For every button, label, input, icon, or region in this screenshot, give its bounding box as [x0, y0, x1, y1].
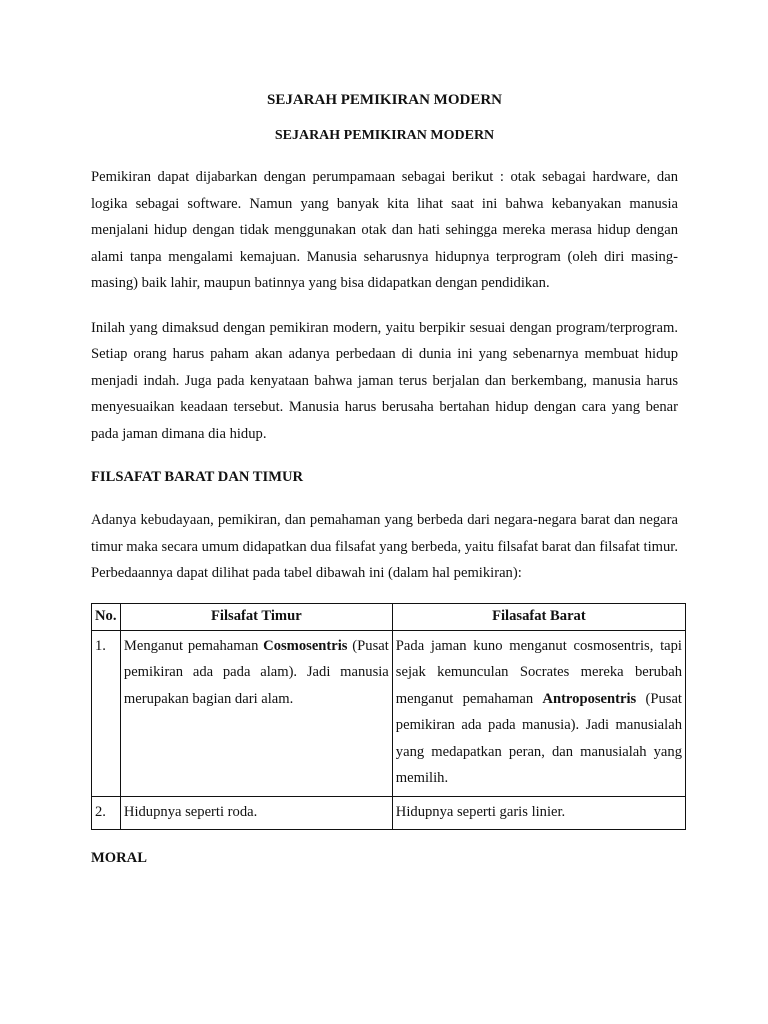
- cell-text-part: Menganut pemahaman: [123, 637, 264, 654]
- comparison-table: [91, 603, 686, 831]
- header-filsafat-barat: Filasafat Barat: [392, 603, 685, 630]
- cell-bold-term: Antroposentris: [542, 690, 637, 707]
- paragraph-intro: Pemikiran dapat dijabarkan dengan perumpamaan sebagai berikut : otak sebagai hardware, dan logika sebagai software. Namun yang banyak kita lihat saat ini bahwa kebanyakan manusia menjalani hidup dengan tidak menggunakan otak dan hati sehingga mereka merasa hidup dengan alami tanpa mengalami kemajuan. Manusia seharusnya hidupnya terprogram (oleh diri masing-masing) baik lahir, maupun batinnya yang bisa didapatkan dengan pendidikan.: [91, 169, 678, 291]
- paragraph-modern-thinking: Inilah yang dimaksud dengan pemikiran modern, yaitu berpikir sesuai dengan program/terprogram. Setiap orang harus paham akan adanya perbedaan di dunia ini yang sebenarnya membuat hidup menjadi indah. Juga pada kenyataan bahwa jaman terus berjalan dan berkembang, manusia harus menyesuaikan keadaan tersebut. Manusia harus berusaha bertahan hidup dengan cara yang benar pada jaman dimana dia hidup.: [91, 319, 678, 442]
- table-header-row: [92, 603, 686, 630]
- paragraph-filsafat: Adanya kebudayaan, pemikiran, dan pemahaman yang berbeda dari negara-negara barat dan negara timur maka secara umum didapatkan dua filsafat yang berbeda, yaitu filsafat barat dan filsafat timur. Perbedaannya dapat dilihat pada tabel dibawah ini (dalam hal pemikiran):: [91, 512, 678, 581]
- cell-barat: Hidupnya seperti garis linier.: [392, 796, 685, 830]
- cell-timur: Hidupnya seperti roda.: [120, 796, 392, 830]
- document-title: SEJARAH PEMIKIRAN MODERN: [266, 92, 502, 108]
- cell-no: 1.: [92, 630, 121, 796]
- cell-timur: [120, 630, 392, 796]
- cell-no: 2.: [92, 796, 121, 830]
- section-heading-moral: MORAL: [91, 850, 147, 866]
- section-heading-filsafat: FILSAFAT BARAT DAN TIMUR: [91, 469, 304, 485]
- table-row: [92, 796, 686, 830]
- cell-text-part: (Pusat pemikiran ada pada alam). Jadi manusia merupakan bagian dari alam.: [123, 637, 389, 707]
- cell-text-part: (Pusat pemikiran ada pada manusia). Jadi manusialah yang medapatkan peran, dan manusialah yang memilih.: [395, 690, 682, 786]
- header-no: No.: [92, 603, 121, 630]
- document-subtitle: SEJARAH PEMIKIRAN MODERN: [274, 128, 495, 143]
- table-row: [92, 630, 686, 796]
- cell-text-part: Pada jaman kuno menganut cosmosentris, tapi sejak kemunculan Socrates mereka berubah menganut pemahaman: [395, 637, 682, 707]
- cell-barat: [392, 630, 685, 796]
- document-content: [91, 90, 682, 868]
- cell-bold-term: Cosmosentris: [263, 637, 348, 654]
- header-filsafat-timur: Filsafat Timur: [120, 603, 392, 630]
